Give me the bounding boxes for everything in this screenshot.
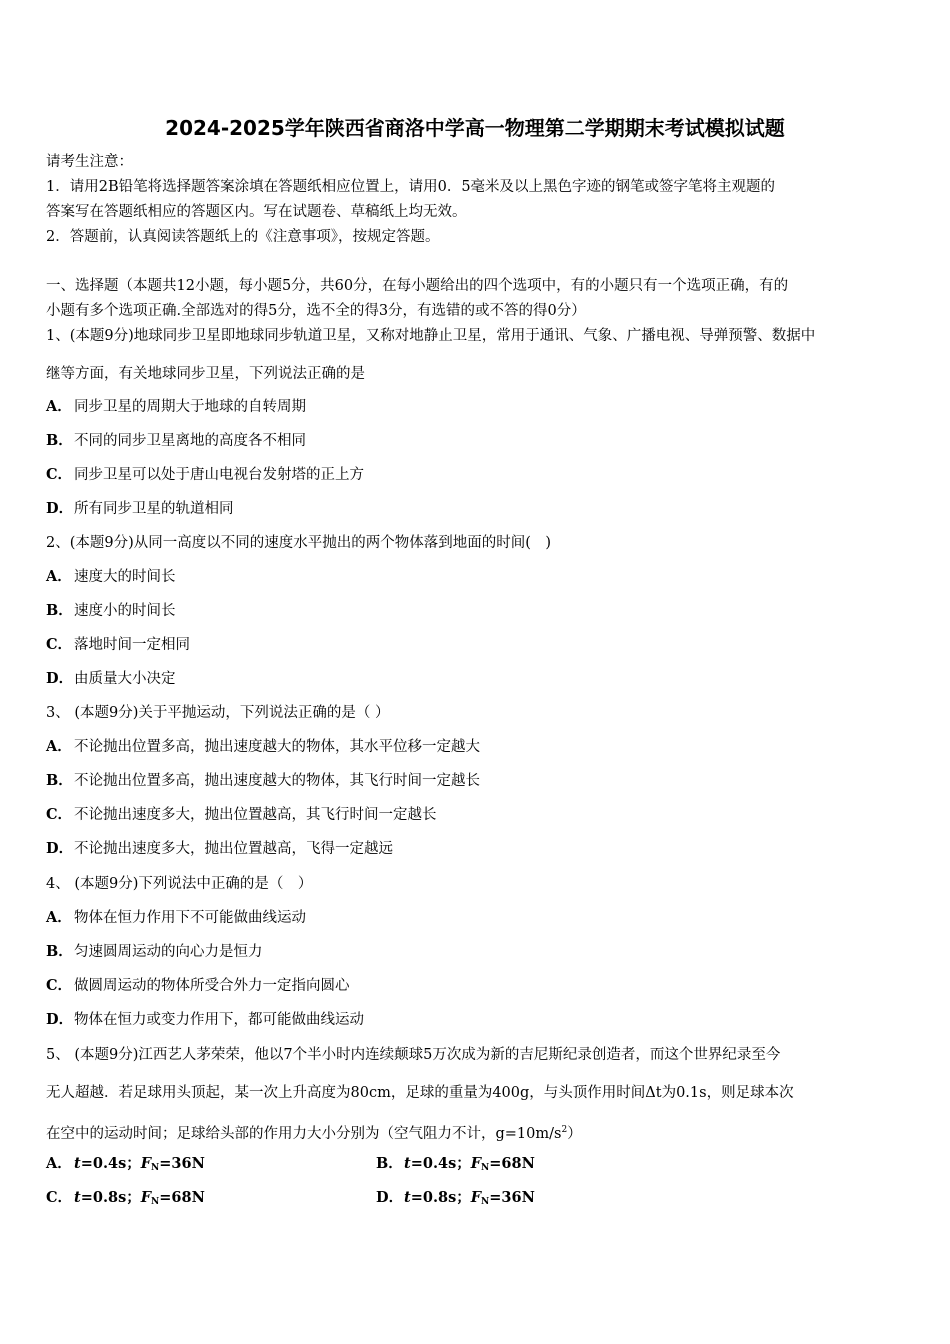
option-text: 匀速圆周运动的向心力是恒力 xyxy=(74,944,263,960)
time-value: =0.8s； xyxy=(410,1189,471,1206)
option-label: B． xyxy=(376,1155,403,1172)
option-d xyxy=(46,669,176,689)
option-row xyxy=(46,1154,906,1178)
option-label: C． xyxy=(46,806,73,823)
option-label: B． xyxy=(46,943,73,960)
option-c xyxy=(46,635,190,655)
option-text: 不论抛出位置多高，抛出速度越大的物体，其飞行时间一定越长 xyxy=(74,773,480,789)
question-1-stem: 继等方面，有关地球同步卫星，下列说法正确的是 xyxy=(46,366,365,382)
section-instruction: 一、选择题（本题共12小题，每小题5分，共60分，在每小题给出的四个选项中，有的小题只有一个选项正确，有的 xyxy=(46,278,789,294)
question-5-stem xyxy=(46,1120,582,1144)
question-5-stem: 无人超越．若足球用头顶起，某一次上升高度为80cm，足球的重量为400g，与头顶作用时间Δt为0.1s，则足球本次 xyxy=(46,1085,794,1101)
page-title: 2024-2025学年陕西省商洛中学高一物理第二学期期末考试模拟试题 xyxy=(165,116,785,140)
time-symbol: t xyxy=(74,1189,81,1206)
option-label: B． xyxy=(46,772,73,789)
time-value: =0.4s； xyxy=(410,1155,471,1172)
option-label: D． xyxy=(46,1011,74,1028)
option-label: D． xyxy=(46,500,74,517)
question-4-stem: 4、 (本题9分)下列说法中正确的是（ ） xyxy=(46,876,313,892)
option-text: 同步卫星的周期大于地球的自转周期 xyxy=(74,399,306,415)
option-c xyxy=(46,805,437,825)
force-symbol: F xyxy=(470,1189,482,1206)
option-c xyxy=(46,465,364,485)
force-value: =36N xyxy=(159,1155,205,1172)
option-a xyxy=(46,567,176,587)
time-symbol: t xyxy=(404,1189,411,1206)
notice-heading: 请考生注意： xyxy=(46,154,133,170)
time-symbol: t xyxy=(404,1155,411,1172)
option-text: 物体在恒力作用下不可能做曲线运动 xyxy=(74,910,306,926)
option-b xyxy=(46,601,176,621)
option-row xyxy=(46,1188,906,1212)
subscript: N xyxy=(481,1197,490,1207)
option-label: B． xyxy=(46,602,73,619)
option-text: 不同的同步卫星离地的高度各不相同 xyxy=(74,433,306,449)
force-value: =36N xyxy=(489,1189,535,1206)
option-text: 速度小的时间长 xyxy=(74,603,176,619)
option-label: A． xyxy=(46,568,72,585)
force-symbol: F xyxy=(140,1155,152,1172)
option-text: 不论抛出位置多高，抛出速度越大的物体，其水平位移一定越大 xyxy=(74,739,480,755)
superscript: 2 xyxy=(561,1125,568,1135)
option-text: 所有同步卫星的轨道相同 xyxy=(74,501,234,517)
option-b xyxy=(46,771,480,791)
option-text: 由质量大小决定 xyxy=(74,671,176,687)
option-a xyxy=(46,397,306,417)
option-text: 速度大的时间长 xyxy=(74,569,176,585)
option-b xyxy=(376,1154,535,1178)
force-symbol: F xyxy=(470,1155,482,1172)
option-label: A． xyxy=(46,909,72,926)
option-a xyxy=(46,1155,205,1172)
option-d xyxy=(46,839,393,859)
option-text: 同步卫星可以处于唐山电视台发射塔的正上方 xyxy=(74,467,364,483)
option-d xyxy=(46,499,234,519)
force-value: =68N xyxy=(159,1189,205,1206)
option-label: A． xyxy=(46,398,72,415)
option-label: C． xyxy=(46,1189,73,1206)
option-c xyxy=(46,976,350,996)
option-label: D． xyxy=(46,840,74,857)
subscript: N xyxy=(481,1163,490,1173)
question-2-stem: 2、(本题9分)从同一高度以不同的速度水平抛出的两个物体落到地面的时间( ) xyxy=(46,535,552,551)
stem-text: ） xyxy=(567,1126,582,1142)
option-a xyxy=(46,737,480,757)
option-label: D． xyxy=(46,670,74,687)
option-label: D． xyxy=(376,1189,404,1206)
option-label: C． xyxy=(46,466,73,483)
section-instruction: 小题有多个选项正确.全部选对的得5分，选不全的得3分，有选错的或不答的得0分） xyxy=(46,303,586,319)
option-b xyxy=(46,431,306,451)
notice-item: 2．答题前，认真阅读答题纸上的《注意事项》，按规定答题。 xyxy=(46,229,440,245)
option-d xyxy=(376,1188,535,1212)
subscript: N xyxy=(151,1197,160,1207)
force-symbol: F xyxy=(140,1189,152,1206)
question-5-stem: 5、 (本题9分)江西艺人茅荣荣，他以7个半小时内连续颠球5万次成为新的吉尼斯纪录创造者，而这个世界纪录至今 xyxy=(46,1047,781,1063)
option-label: A． xyxy=(46,738,72,755)
option-label: C． xyxy=(46,636,73,653)
question-1-stem: 1、(本题9分)地球同步卫星即地球同步轨道卫星，又称对地静止卫星，常用于通讯、气象、广播电视、导弹预警、数据中 xyxy=(46,328,816,344)
option-c xyxy=(46,1189,205,1206)
option-text: 做圆周运动的物体所受合外力一定指向圆心 xyxy=(74,978,350,994)
notice-item: 答案写在答题纸相应的答题区内。写在试题卷、草稿纸上均无效。 xyxy=(46,204,467,220)
option-a xyxy=(46,908,306,928)
stem-text: 在空中的运动时间；足球给头部的作用力大小分别为（空气阻力不计，g=10m/s xyxy=(46,1126,562,1142)
option-text: 落地时间一定相同 xyxy=(74,637,190,653)
option-text: 不论抛出速度多大，抛出位置越高，飞得一定越远 xyxy=(74,841,393,857)
time-symbol: t xyxy=(74,1155,81,1172)
option-label: A． xyxy=(46,1155,72,1172)
notice-item: 1．请用2B铅笔将选择题答案涂填在答题纸相应位置上，请用0．5毫米及以上黑色字迹的钢笔或签字笔将主观题的 xyxy=(46,179,776,195)
subscript: N xyxy=(151,1163,160,1173)
option-text: 不论抛出速度多大，抛出位置越高，其飞行时间一定越长 xyxy=(74,807,437,823)
time-value: =0.4s； xyxy=(80,1155,141,1172)
option-label: B． xyxy=(46,432,73,449)
option-text: 物体在恒力或变力作用下，都可能做曲线运动 xyxy=(74,1012,364,1028)
option-label: C． xyxy=(46,977,73,994)
option-d xyxy=(46,1010,364,1030)
question-3-stem: 3、 (本题9分)关于平抛运动，下列说法正确的是（ ） xyxy=(46,705,390,721)
option-b xyxy=(46,942,263,962)
force-value: =68N xyxy=(489,1155,535,1172)
time-value: =0.8s； xyxy=(80,1189,141,1206)
